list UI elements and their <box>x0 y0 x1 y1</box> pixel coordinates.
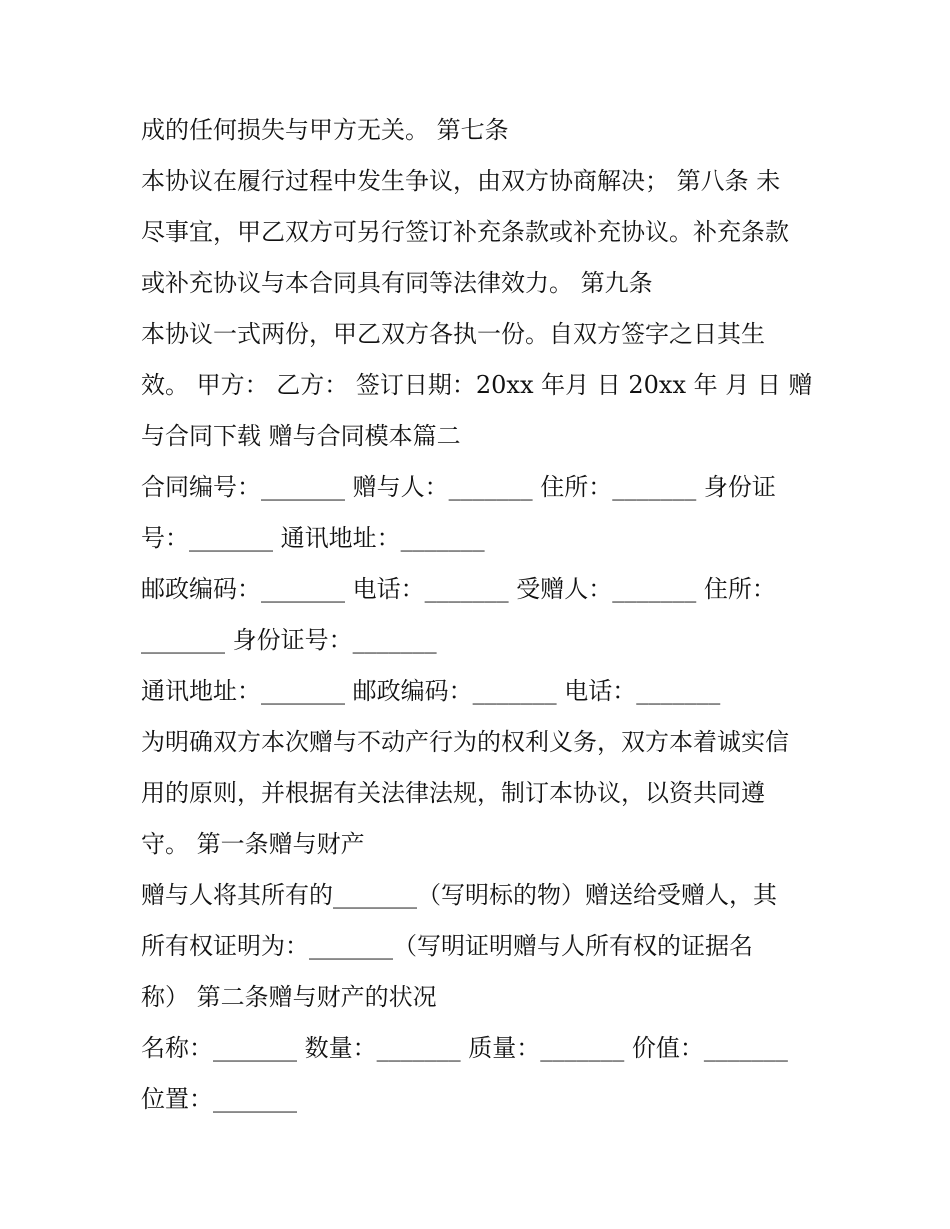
text-line: 与合同下载 赠与合同模本篇二 <box>141 422 461 450</box>
text-line: 位置：_______ <box>141 1085 297 1113</box>
text-line: 成的任何损失与甲方无关。 第七条 <box>141 116 509 144</box>
text-line: 称） 第二条赠与财产的状况 <box>141 983 437 1011</box>
text-line: 合同编号：_______ 赠与人：_______ 住所：_______ 身份证 <box>141 473 776 501</box>
text-line: 守。 第一条赠与财产 <box>141 830 365 858</box>
text-line: 邮政编码：_______ 电话：_______ 受赠人：_______ 住所： <box>141 575 776 603</box>
text-line: 通讯地址：_______ 邮政编码：_______ 电话：_______ <box>141 677 721 705</box>
text-line: 为明确双方本次赠与不动产行为的权利义务，双方本着诚实信 <box>141 728 789 756</box>
text-line: 用的原则，并根据有关法律法规，制订本协议，以资共同遵 <box>141 779 765 807</box>
text-line: 本协议在履行过程中发生争议，由双方协商解决； 第八条 未 <box>141 167 781 195</box>
text-line: 尽事宜，甲乙双方可另行签订补充条款或补充协议。补充条款 <box>141 218 789 246</box>
text-line: 所有权证明为：_______（写明证明赠与人所有权的证据名 <box>141 932 753 960</box>
text-line: _______ 身份证号：_______ <box>141 626 437 654</box>
text-line: 或补充协议与本合同具有同等法律效力。 第九条 <box>141 269 653 297</box>
text-line: 号：_______ 通讯地址：_______ <box>141 524 485 552</box>
text-line: 本协议一式两份，甲乙双方各执一份。自双方签字之日其生 <box>141 320 765 348</box>
text-line: 名称：_______ 数量：_______ 质量：_______ 价值：_______ <box>141 1034 788 1062</box>
text-line: 赠与人将其所有的_______（写明标的物）赠送给受赠人，其 <box>141 881 777 909</box>
text-line: 效。 甲方： 乙方： 签订日期：20xx 年月 日 20xx 年 月 日 赠 <box>141 371 813 399</box>
contract-text <box>141 110 831 1130</box>
